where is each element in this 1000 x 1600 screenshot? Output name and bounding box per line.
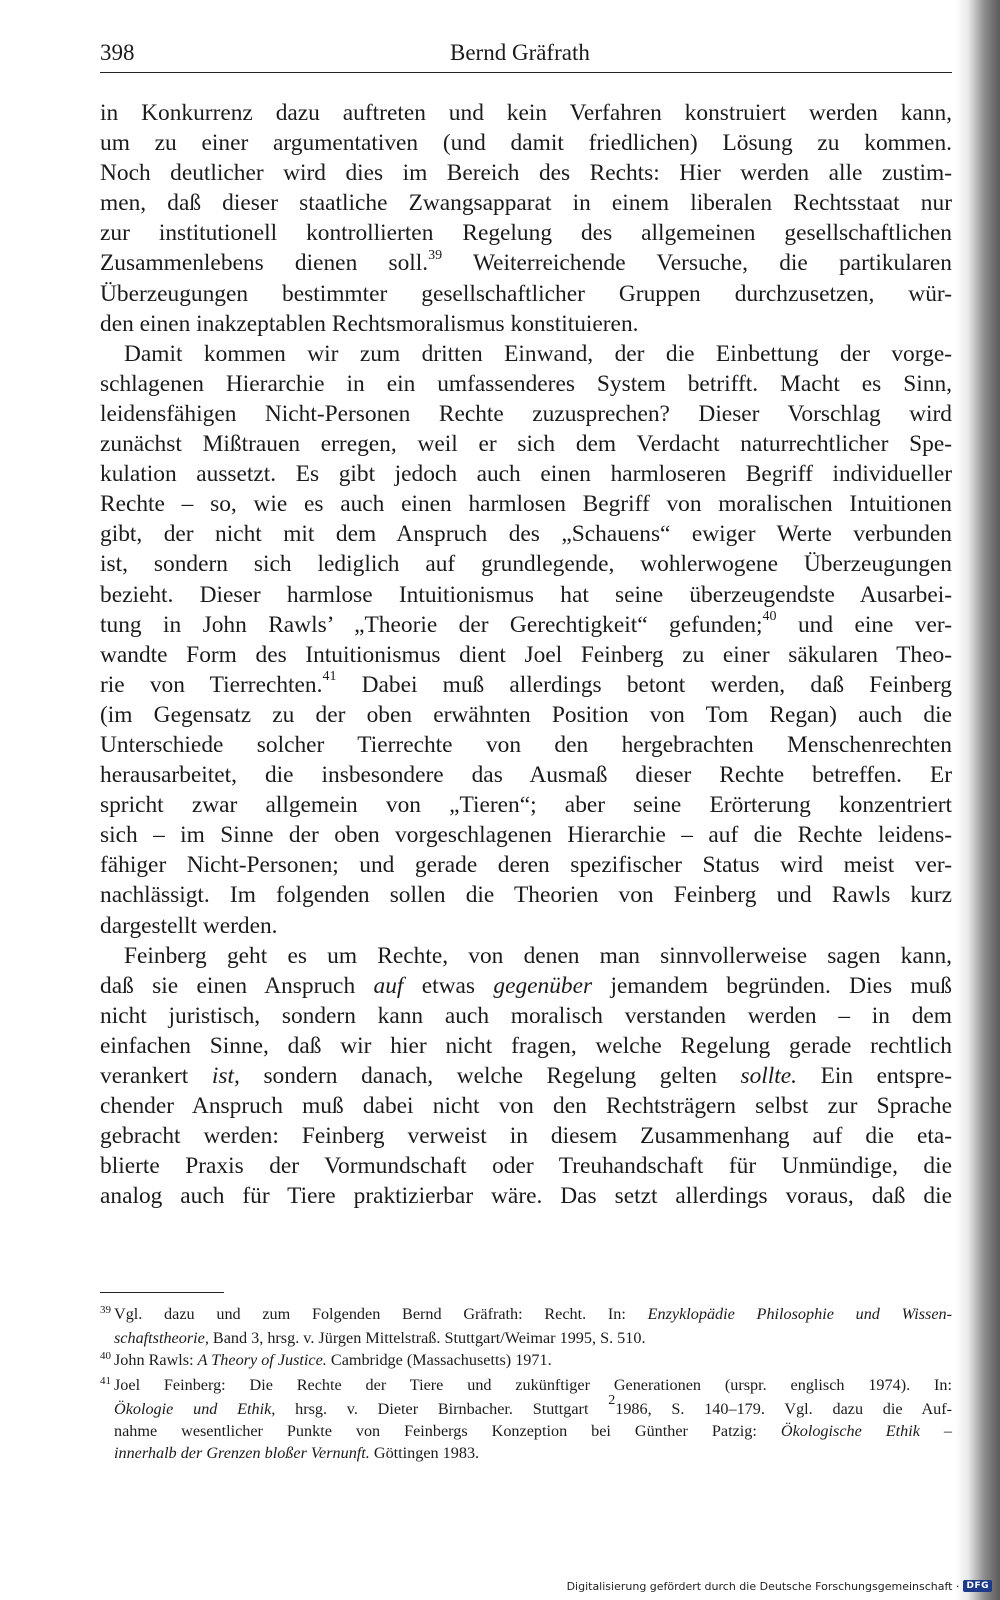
text-line: den einen inakzeptablen Rechtsmoralismus konstituieren. — [100, 310, 639, 337]
footnote-41-cont — [100, 1393, 953, 1420]
footnote-text: John Rawls: — [114, 1351, 198, 1370]
text-fragment: Zusammenlebens dienen soll. — [100, 250, 429, 277]
text-line: gebracht werden: Feinberg verweist in diesem Zusammenhang auf die eta- — [100, 1123, 952, 1150]
emphasis: auf — [373, 972, 404, 999]
dfg-logo: DFG — [963, 1580, 992, 1592]
page-number: 398 — [100, 40, 135, 65]
text-line: einfachen Sinne, daß wir hier nicht fragen, welche Regelung gerade rechtlich — [100, 1032, 952, 1059]
text-fragment: daß sie einen Anspruch — [100, 972, 356, 999]
text-line: wandte Form des Intuitionismus dient Joel Feinberg zu einer säkularen Theo- — [100, 641, 952, 668]
footnote-title: A Theory of Justice. — [197, 1351, 327, 1370]
text-line: men, daß dieser staatliche Zwangsapparat in einem liberalen Rechtsstaat nur — [100, 190, 952, 217]
text-line — [100, 670, 952, 700]
text-line: spricht zwar allgemein von „Tieren“; aber seine Erörterung konzentriert — [100, 792, 952, 819]
text-line: zunächst Mißtrauen erregen, weil er sich dem Verdacht naturrechtlicher Spe- — [100, 431, 952, 458]
body-text — [100, 98, 952, 1211]
footnote-41 — [100, 1374, 952, 1398]
footnote-text: Cambridge (Massachusetts) 1971. — [326, 1351, 552, 1370]
text-line — [100, 610, 952, 640]
emphasis: sollte. — [740, 1063, 798, 1089]
running-head: Bernd Gräfrath — [450, 40, 590, 65]
text-fragment: jemandem begründen. Dies muß — [592, 972, 952, 999]
text-line: leidensfähigen Nicht-Personen Rechte zuzusprechen? Dieser Vorschlag wird — [100, 400, 952, 427]
footnote-title: Ökologische Ethik – — [780, 1422, 953, 1441]
text-line: Damit kommen wir zum dritten Einwand, der die Einbettung der vorge- — [124, 340, 952, 367]
text-line: zur institutionell kontrollierten Regelung des allgemeinen gesellschaftlichen — [100, 220, 952, 247]
text-line: (im Gegensatz zu der oben erwähnten Position von Tom Regan) auch die — [100, 701, 952, 728]
footnote-number: 40 — [100, 1350, 111, 1363]
text-fragment: rie von Tierrechten. — [100, 671, 323, 698]
text-fragment: und eine ver- — [776, 611, 953, 638]
footnote-text: Joel Feinberg: Die Rechte der Tiere und zukünftiger Generationen (urspr. englisch 1974). In: — [114, 1375, 952, 1394]
text-line: um zu einer argumentativen (und damit friedlichen) Lösung zu kommen. — [100, 130, 952, 157]
text-line: ist, sondern sich lediglich auf grundlegende, wohlerwogene Überzeugungen — [100, 551, 952, 578]
digitization-note: Digitalisierung gefördert durch die Deutsche Forschungsgemeinschaft · — [566, 1579, 960, 1593]
text-line: gibt, der nicht mit dem Anspruch des „Schauens“ ewiger Werte verbunden — [100, 521, 952, 548]
digitization-footer — [567, 1578, 992, 1594]
edition-sup: 2 — [608, 1393, 616, 1409]
text-line — [100, 971, 952, 1001]
footnote-ref[interactable]: 41 — [322, 668, 337, 684]
footnote-title: Enzyklopädie Philosophie und Wissen- — [647, 1305, 952, 1323]
text-line: bezieht. Dieser harmlose Intuitionismus hat seine überzeugendste Ausarbei- — [100, 581, 952, 608]
footnote-title: schaftstheorie, — [114, 1329, 209, 1348]
text-fragment: tung in John Rawls’ „Theorie der Gerechtigkeit“ gefunden; — [100, 611, 763, 638]
footnote-41-cont — [100, 1442, 952, 1464]
text-line: in Konkurrenz dazu auftreten und kein Verfahren konstruiert werden kann, — [100, 100, 952, 126]
footnote-ref[interactable]: 40 — [762, 608, 777, 624]
footnote-39 — [100, 1303, 952, 1327]
text-line: dargestellt werden. — [100, 912, 278, 939]
text-fragment: Ein entspre- — [797, 1063, 953, 1089]
text-line: schlagenen Hierarchie in ein umfassenderes System betrifft. Macht es Sinn, — [100, 370, 952, 397]
text-line: kulation aussetzt. Es gibt jedoch auch einen harmloseren Begriff individueller — [100, 461, 952, 488]
text-fragment: Dabei muß allerdings betont werden, daß Feinberg — [336, 671, 952, 698]
footnote-40 — [100, 1349, 952, 1373]
footnotes — [100, 1303, 952, 1464]
text-line: Überzeugungen bestimmter gesellschaftlicher Gruppen durchzusetzen, wür- — [100, 280, 952, 307]
footnote-41-cont — [100, 1420, 952, 1442]
text-line: sich – im Sinne der oben vorgeschlagenen Hierarchie – auf die Rechte leidens- — [100, 822, 952, 849]
text-line: chender Anspruch muß dabei nicht von den Rechtsträgern selbst zur Sprache — [100, 1093, 952, 1120]
text-line: Unterschiede solcher Tierrechte von den hergebrachten Menschenrechten — [100, 731, 952, 758]
text-fragment: sondern danach, welche Regelung gelten — [239, 1063, 741, 1089]
text-line: Rechte – so, wie es auch einen harmlosen Begriff von moralischen Intuitionen — [100, 491, 952, 518]
text-line: nachlässigt. Im folgenden sollen die Theorien von Feinberg und Rawls kurz — [100, 882, 952, 909]
footnote-title: Ökologie und Ethik, — [114, 1399, 276, 1418]
text-line — [100, 248, 952, 278]
footnote-text: nahme wesentlicher Punkte von Feinbergs Konzeption bei Günther Patzig: — [114, 1422, 781, 1441]
footnote-text: 1986, S. 140–179. Vgl. dazu die Auf- — [615, 1399, 953, 1418]
text-line: Feinberg geht es um Rechte, von denen man sinnvollerweise sagen kann, — [124, 942, 952, 969]
text-line: analog auch für Tiere praktizierbar wäre. Das setzt allerdings voraus, daß die — [100, 1183, 952, 1210]
text-line: nicht juristisch, sondern kann auch moralisch verstanden werden – in dem — [100, 1002, 952, 1029]
footnote-ref[interactable]: 39 — [428, 247, 443, 263]
footnote-title: innerhalb der Grenzen bloßer Vernunft. — [114, 1444, 370, 1463]
footnote-39-cont — [100, 1327, 952, 1349]
page-header — [100, 38, 952, 73]
footnote-text: Vgl. dazu und zum Folgenden Bernd Gräfrath: Recht. In: — [114, 1305, 648, 1323]
emphasis: ist, — [211, 1063, 240, 1089]
text-line: blierte Praxis der Vormundschaft oder Treuhandschaft für Unmündige, die — [100, 1153, 952, 1180]
footnote-text: hrsg. v. Dieter Birnbacher. Stuttgart — [275, 1399, 609, 1418]
footnote-text: Göttingen 1983. — [369, 1444, 480, 1463]
text-line: Noch deutlicher wird dies im Bereich des Rechts: Hier werden alle zustim- — [100, 160, 952, 187]
text-line — [100, 1061, 952, 1091]
footnote-divider — [100, 1292, 224, 1293]
emphasis: gegenüber — [493, 972, 593, 999]
footnote-number: 41 — [100, 1374, 111, 1387]
footnote-number: 39 — [100, 1304, 111, 1316]
text-fragment: verankert — [100, 1063, 189, 1089]
text-line: fähiger Nicht-Personen; und gerade deren spezifischer Status wird meist ver- — [100, 852, 952, 879]
text-fragment: Weiterreichende Versuche, die partikularen — [442, 250, 952, 277]
text-line: herausarbeitet, die insbesondere das Ausmaß dieser Rechte betreffen. Er — [100, 762, 952, 789]
text-fragment: etwas — [403, 972, 494, 999]
footnote-text: Band 3, hrsg. v. Jürgen Mittelstraß. Stuttgart/Weimar 1995, S. 510. — [208, 1329, 646, 1348]
